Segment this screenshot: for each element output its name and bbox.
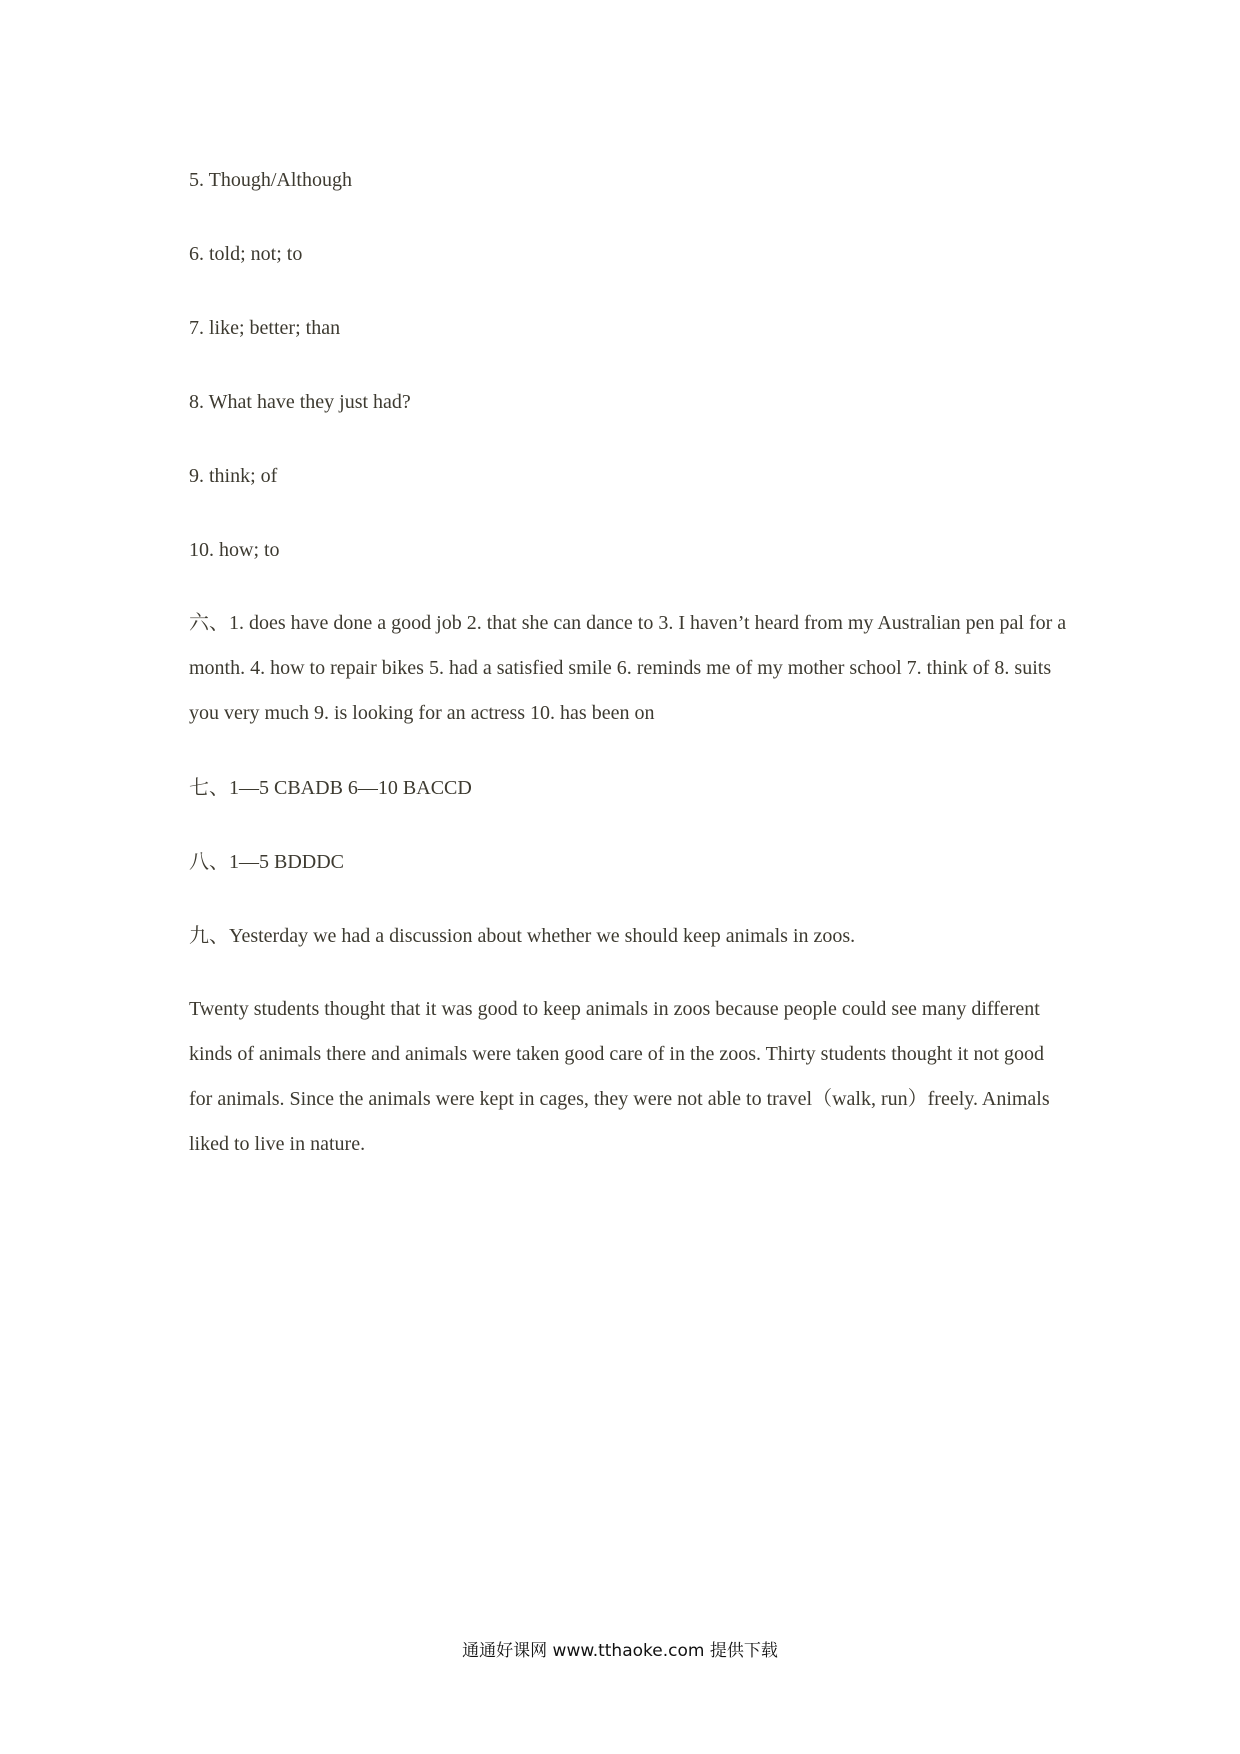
answer-item-7: 7. like; better; than <box>189 317 341 339</box>
answer-item-6: 6. told; not; to <box>189 243 303 265</box>
answer-item-5: 5. Though/Although <box>189 169 352 191</box>
answer-item-9: 9. think; of <box>189 465 278 487</box>
section-9-body: Twenty students thought that it was good to keep animals in zoos because people could see many different kinds of animals there and animals were taken good care of in the zoos. Thirty students thought it not good for animals. Since the animals were kept in cages, they were not able to travel（walk, run）freely. Animals liked to live in nature. <box>189 998 1050 1155</box>
page-footer: 通通好课网 www.tthaoke.com 提供下载 <box>462 1641 778 1661</box>
section-7-answers: 七、1—5 CBADB 6—10 BACCD <box>189 777 472 799</box>
answer-item-8: 8. What have they just had? <box>189 391 411 413</box>
section-9-intro: 九、Yesterday we had a discussion about whether we should keep animals in zoos. <box>189 925 856 947</box>
answer-item-10: 10. how; to <box>189 539 280 561</box>
section-6-answers: 六、1. does have done a good job 2. that she can dance to 3. I haven’t heard from my Australian pen pal for a month. 4. how to repair bikes 5. had a satisfied smile 6. reminds me of my mother school 7. think of 8. suits you very much 9. is looking for an actress 10. has been on <box>189 612 1067 724</box>
section-8-answers: 八、1—5 BDDDC <box>189 851 345 873</box>
